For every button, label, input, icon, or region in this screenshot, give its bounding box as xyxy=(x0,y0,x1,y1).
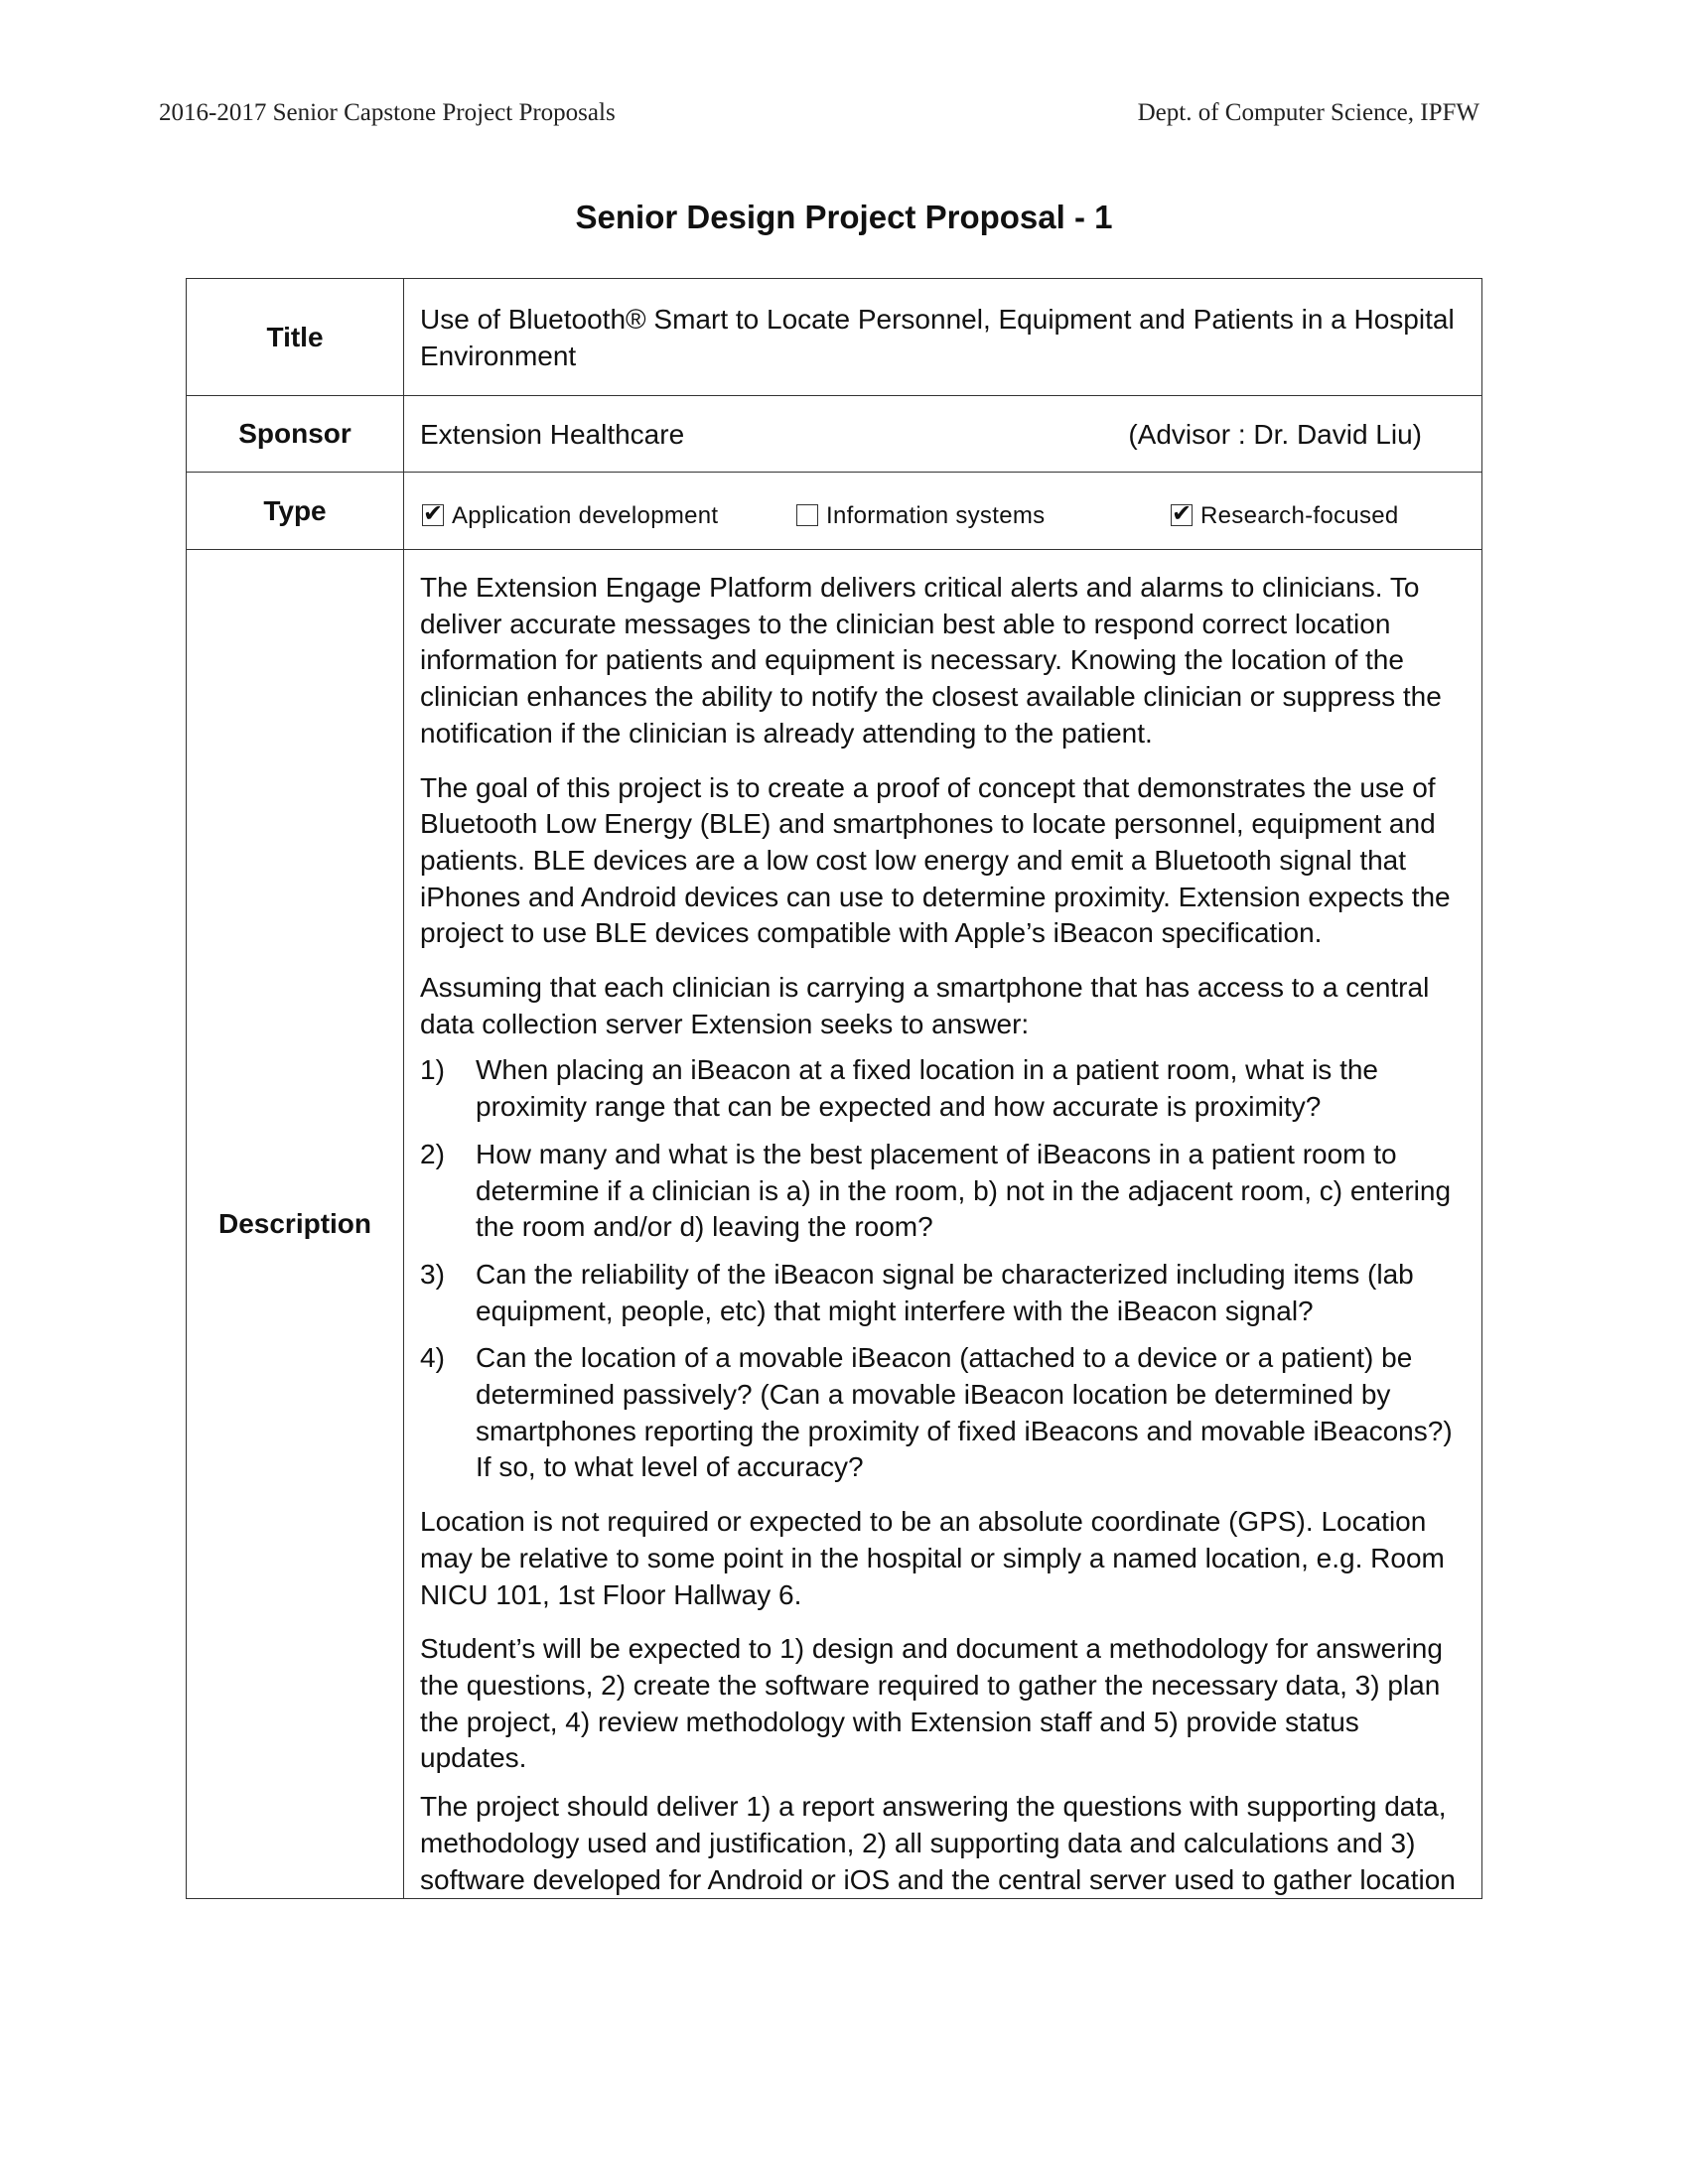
list-number: 3) xyxy=(420,1258,445,1290)
description-cell xyxy=(404,550,1482,1899)
list-number: 4) xyxy=(420,1342,445,1374)
type-cell xyxy=(404,473,1482,550)
sponsor-cell xyxy=(404,396,1482,473)
type-option-label: Information systems xyxy=(826,501,1046,529)
list-text: When placing an iBeacon at a fixed location in a patient room, what is the proximity range that can be expected and how accurate is proximity? xyxy=(476,1054,1378,1123)
description-paragraph: The goal of this project is to create a proof of concept that demonstrates the use of Bluetooth Low Energy (BLE) and smartphones to locate personnel, equipment and patients. BLE devices are a low cost low energy and emit a Bluetooth signal that iPhones and Android devices can use to determine proximity. Extension expects the project to use BLE devices compatible with Apple’s iBeacon specification. xyxy=(420,771,1451,949)
page-title: Senior Design Project Proposal - 1 xyxy=(575,199,1113,235)
title-label: Title xyxy=(187,279,404,396)
description-label: Description xyxy=(187,550,404,1899)
checkbox[interactable] xyxy=(796,504,818,526)
sponsor-row xyxy=(187,396,1482,473)
type-option-research-focused[interactable] xyxy=(1171,497,1399,534)
description-paragraph: Assuming that each clinician is carrying a smartphone that has access to a central data collection server Extension seeks to answer: xyxy=(420,972,1430,1039)
description-paragraph: The Extension Engage Platform delivers critical alerts and alarms to clinicians. To deliver accurate messages to the clinician best able to respond correct location information for patients and equipment is necessary. Knowing the location of the clinician enhances the ability to notify the closest available clinician or suppress the notification if the clinician is already attending to the patient. xyxy=(420,572,1442,749)
title-row xyxy=(187,279,1482,396)
description-row xyxy=(187,550,1482,1899)
header-right: Dept. of Computer Science, IPFW xyxy=(1137,99,1479,126)
title-value: Use of Bluetooth® Smart to Locate Personnel, Equipment and Patients in a Hospital Environment xyxy=(404,279,1482,396)
list-item xyxy=(420,1340,1466,1486)
checkbox[interactable]: ✔ xyxy=(1172,500,1193,527)
list-number: 2) xyxy=(420,1138,445,1169)
type-row xyxy=(187,473,1482,550)
description-paragraph: The project should deliver 1) a report answering the questions with supporting data, methodology used and justification, 2) all supporting data and calculations and 3) software developed for Android or iOS and the central server used to gather location xyxy=(420,1791,1456,1895)
sponsor-value: Extension Healthcare xyxy=(420,418,685,450)
list-item xyxy=(420,1257,1466,1329)
list-item xyxy=(420,1137,1466,1246)
list-text: How many and what is the best placement of iBeacons in a patient room to determine if a clinician is a) in the room, b) not in the adjacent room, c) entering the room and/or d) leaving the room? xyxy=(476,1138,1452,1243)
list-number: 1) xyxy=(420,1054,445,1086)
type-option-application-development[interactable] xyxy=(422,497,718,534)
proposal-table xyxy=(186,278,1482,1899)
list-text: Can the reliability of the iBeacon signal be characterized including items (lab equipment, people, etc) that might interfere with the iBeacon signal? xyxy=(476,1258,1414,1326)
checkbox[interactable]: ✔ xyxy=(423,500,444,527)
type-option-label: Application development xyxy=(452,501,719,529)
header-left: 2016-2017 Senior Capstone Project Proposals xyxy=(159,99,616,126)
list-item xyxy=(420,1052,1466,1125)
sponsor-label: Sponsor xyxy=(187,396,404,473)
type-option-label: Research-focused xyxy=(1200,501,1399,529)
description-paragraph: Location is not required or expected to be an absolute coordinate (GPS). Location may be relative to some point in the hospital or simply a named location, e.g. Room NICU 101, 1st Floor Hallway 6. xyxy=(420,1506,1445,1610)
type-label: Type xyxy=(187,473,404,550)
description-paragraph: Student’s will be expected to 1) design and document a methodology for answering the questions, 2) create the software required to gather the necessary data, 3) plan the project, 4) review methodology with Extension staff and 5) provide status updates. xyxy=(420,1633,1443,1774)
type-option-information-systems[interactable] xyxy=(796,497,1045,534)
question-list xyxy=(420,1052,1466,1486)
list-text: Can the location of a movable iBeacon (attached to a device or a patient) be determined passively? (Can a movable iBeacon location be determined by smartphones reporting the proximity of fixed iBeacons and movable iBeacons?) If so, to what level of accuracy? xyxy=(476,1342,1453,1483)
advisor: (Advisor : Dr. David Liu) xyxy=(1128,418,1422,450)
